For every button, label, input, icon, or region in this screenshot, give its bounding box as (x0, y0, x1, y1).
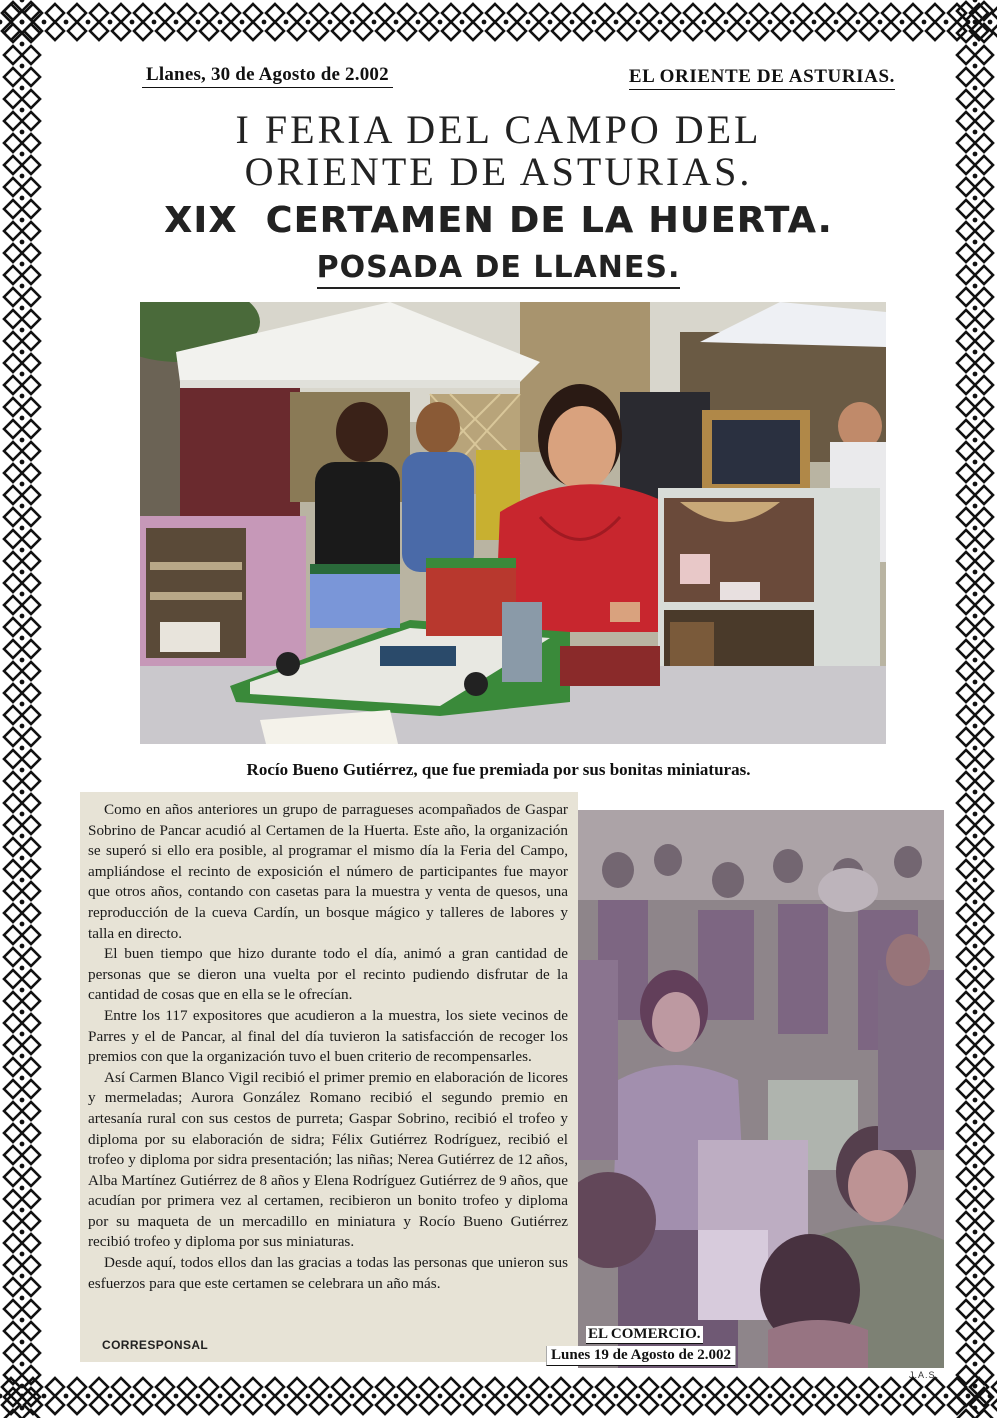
dateline: Llanes, 30 de Agosto de 2.002 (142, 64, 393, 88)
article-paragraph: Entre los 117 expositores que acudieron a la muestra, los siete vecinos de Parres y el de Pancar, al final del día tuvieron la satisfacción de recoger los premios con que la organización tuvo el buen criterio de recompensarles. (88, 1006, 568, 1066)
page (44, 44, 953, 1380)
ornamental-border-top (0, 0, 997, 44)
ornamental-border-left (0, 0, 44, 1418)
article-paragraph: Desde aquí, todos ellos dan las gracias a todas las personas que unieron sus esfuerzos para que este certamen se celebrara un año más. (88, 1254, 568, 1292)
title-line-2: ORIENTE DE ASTURIAS. (244, 149, 753, 194)
article-paragraph: Como en años anteriores un grupo de parragueses acompañados de Gaspar Sobrino de Pancar acudió al Certamen de la Huerta. Este año, la organización se superó si ello era posible, al programar el mismo día la Feria del Campo, ampliándose el recinto de exposición el número de participantes fue mayor que otros años, contando con casetas para la muestra y venta de quesos, una reproducción de la cueva Cardín, un bosque mágico y talleres de labores y talla en directo. (88, 801, 568, 942)
source-newspaper-label: EL COMERCIO. (588, 1326, 701, 1342)
subhead-wrapper (44, 250, 953, 289)
article-paragraph: El buen tiempo que hizo durante todo el día, animó a gran cantidad de personas que se dieron una vuelta por el recinto pudiendo disfrutar de la cantidad de cosas que en ella se le ofrecían. (88, 945, 568, 1004)
title-line-1: I FERIA DEL CAMPO DEL (235, 107, 762, 152)
source-date-label: Lunes 19 de Agosto de 2.002 (546, 1346, 736, 1366)
photo-miniatures-stall (140, 302, 886, 744)
correspondent-signature: CORRESPONSAL (102, 1338, 209, 1352)
photo-caption: Rocío Bueno Gutiérrez, que fue premiada por sus bonitas miniaturas. (246, 760, 751, 779)
article-clipping (80, 792, 578, 1362)
newspaper-name: EL ORIENTE DE ASTURIAS. (629, 66, 895, 90)
subhead: POSADA DE LLANES. (317, 250, 681, 289)
headline: XIX CERTAMEN DE LA HUERTA. (164, 200, 833, 241)
photo-fair-crowd (578, 810, 944, 1368)
ornamental-border-bottom (0, 1374, 997, 1418)
ornamental-border-right (953, 0, 997, 1418)
author-initials: J.A.S. (908, 1370, 939, 1380)
article-paragraph: Así Carmen Blanco Vigil recibió el primer premio en elaboración de licores y mermeladas; Aurora González Romano recibió el segundo premio en artesanía rural con sus cestos de purreta; Gaspar Sobrino, recibió el trofeo y diploma por su elaboración de sidra; Félix Gutiérrez Rodríguez, recibió el trofeo y diploma por sidra presentación; las niñas; Nerea Gutiérrez de 12 años, Alba Martínez Gutiérrez de 8 años y Elena Rodríguez Gutiérrez de 9 años, que acudían por primera vez al certamen, recibieron un bonito trofeo y diploma por su maqueta de un mercadillo en miniatura y Rocío Bueno Gutiérrez recibió trofeo y diploma por sus miniaturas. (88, 1068, 568, 1251)
